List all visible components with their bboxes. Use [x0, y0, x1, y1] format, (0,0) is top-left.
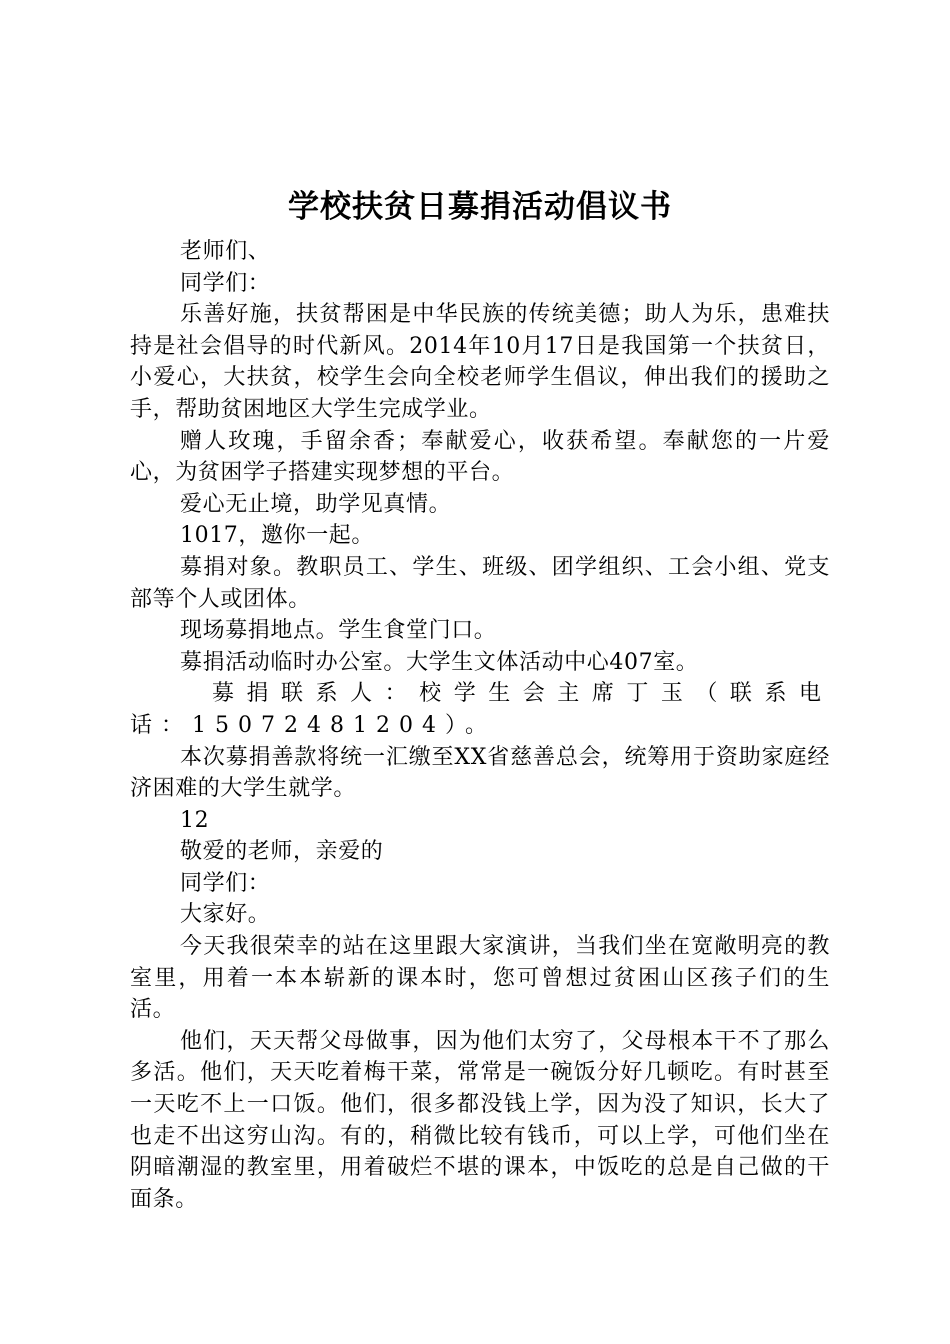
greeting-students: 同学们： [180, 270, 271, 296]
speech-salutation: 敬爱的老师，亲爱的 [180, 839, 384, 865]
donation-location-line: 现场募捐地点。学生食堂门口。 [180, 618, 497, 644]
document-page [130, 184, 830, 1215]
speech-opening-paragraph: 今天我很荣幸的站在这里跟大家演讲，当我们坐在宽敞明亮的教室里，用着一本本崭新的课本时，您可曾想过贫困山区孩子们的生活。 [130, 934, 830, 1023]
greeting-teachers: 老师们、 [180, 239, 271, 264]
donation-target-paragraph: 募捐对象。教职员工、学生、班级、团学组织、工会小组、党支部等个人或团体。 [130, 554, 830, 612]
contact-person-paragraph: 募捐联系人：校学生会主席丁玉（联系电话：15072481204）。 [130, 681, 830, 738]
speech-body-paragraph: 他们，天天帮父母做事，因为他们太穷了，父母根本干不了那么多活。他们，天天吃着梅干菜，常常是一碗饭分好几顿吃。有时甚至一天吃不上一口饭。他们，很多都没钱上学，因为没了知识，长大了也走不出这穷山沟。有的，稍微比较有钱币，可以上学，可他们坐在阴暗潮湿的教室里，用着破烂不堪的课本，中饭吃的总是自己做的干面条。 [130, 1028, 830, 1212]
slogan-line: 爱心无止境，助学见真情。 [180, 491, 452, 517]
section-number: 12 [180, 807, 210, 833]
document-title: 学校扶贫日募捐活动倡议书 [288, 189, 672, 225]
invite-line: 1017，邀你一起。 [180, 523, 374, 549]
funds-usage-paragraph: 本次募捐善款将统一汇缴至XX省慈善总会，统筹用于资助家庭经济困难的大学生就学。 [130, 744, 830, 802]
speech-greeting: 大家好。 [180, 902, 271, 928]
intro-paragraph: 乐善好施，扶贫帮困是中华民族的传统美德；助人为乐，患难扶持是社会倡导的时代新风。2014年10月17日是我国第一个扶贫日，小爱心，大扶贫，校学生会向全校老师学生倡议，伸出我们的援助之手，帮助贫困地区大学生完成学业。 [130, 302, 830, 422]
temporary-office-line: 募捐活动临时办公室。大学生文体活动中心407室。 [180, 649, 699, 675]
appeal-paragraph: 赠人玫瑰，手留余香；奉献爱心，收获希望。奉献您的一片爱心，为贫困学子搭建实现梦想的平台。 [130, 428, 830, 486]
speech-salutation-students: 同学们： [180, 870, 271, 896]
